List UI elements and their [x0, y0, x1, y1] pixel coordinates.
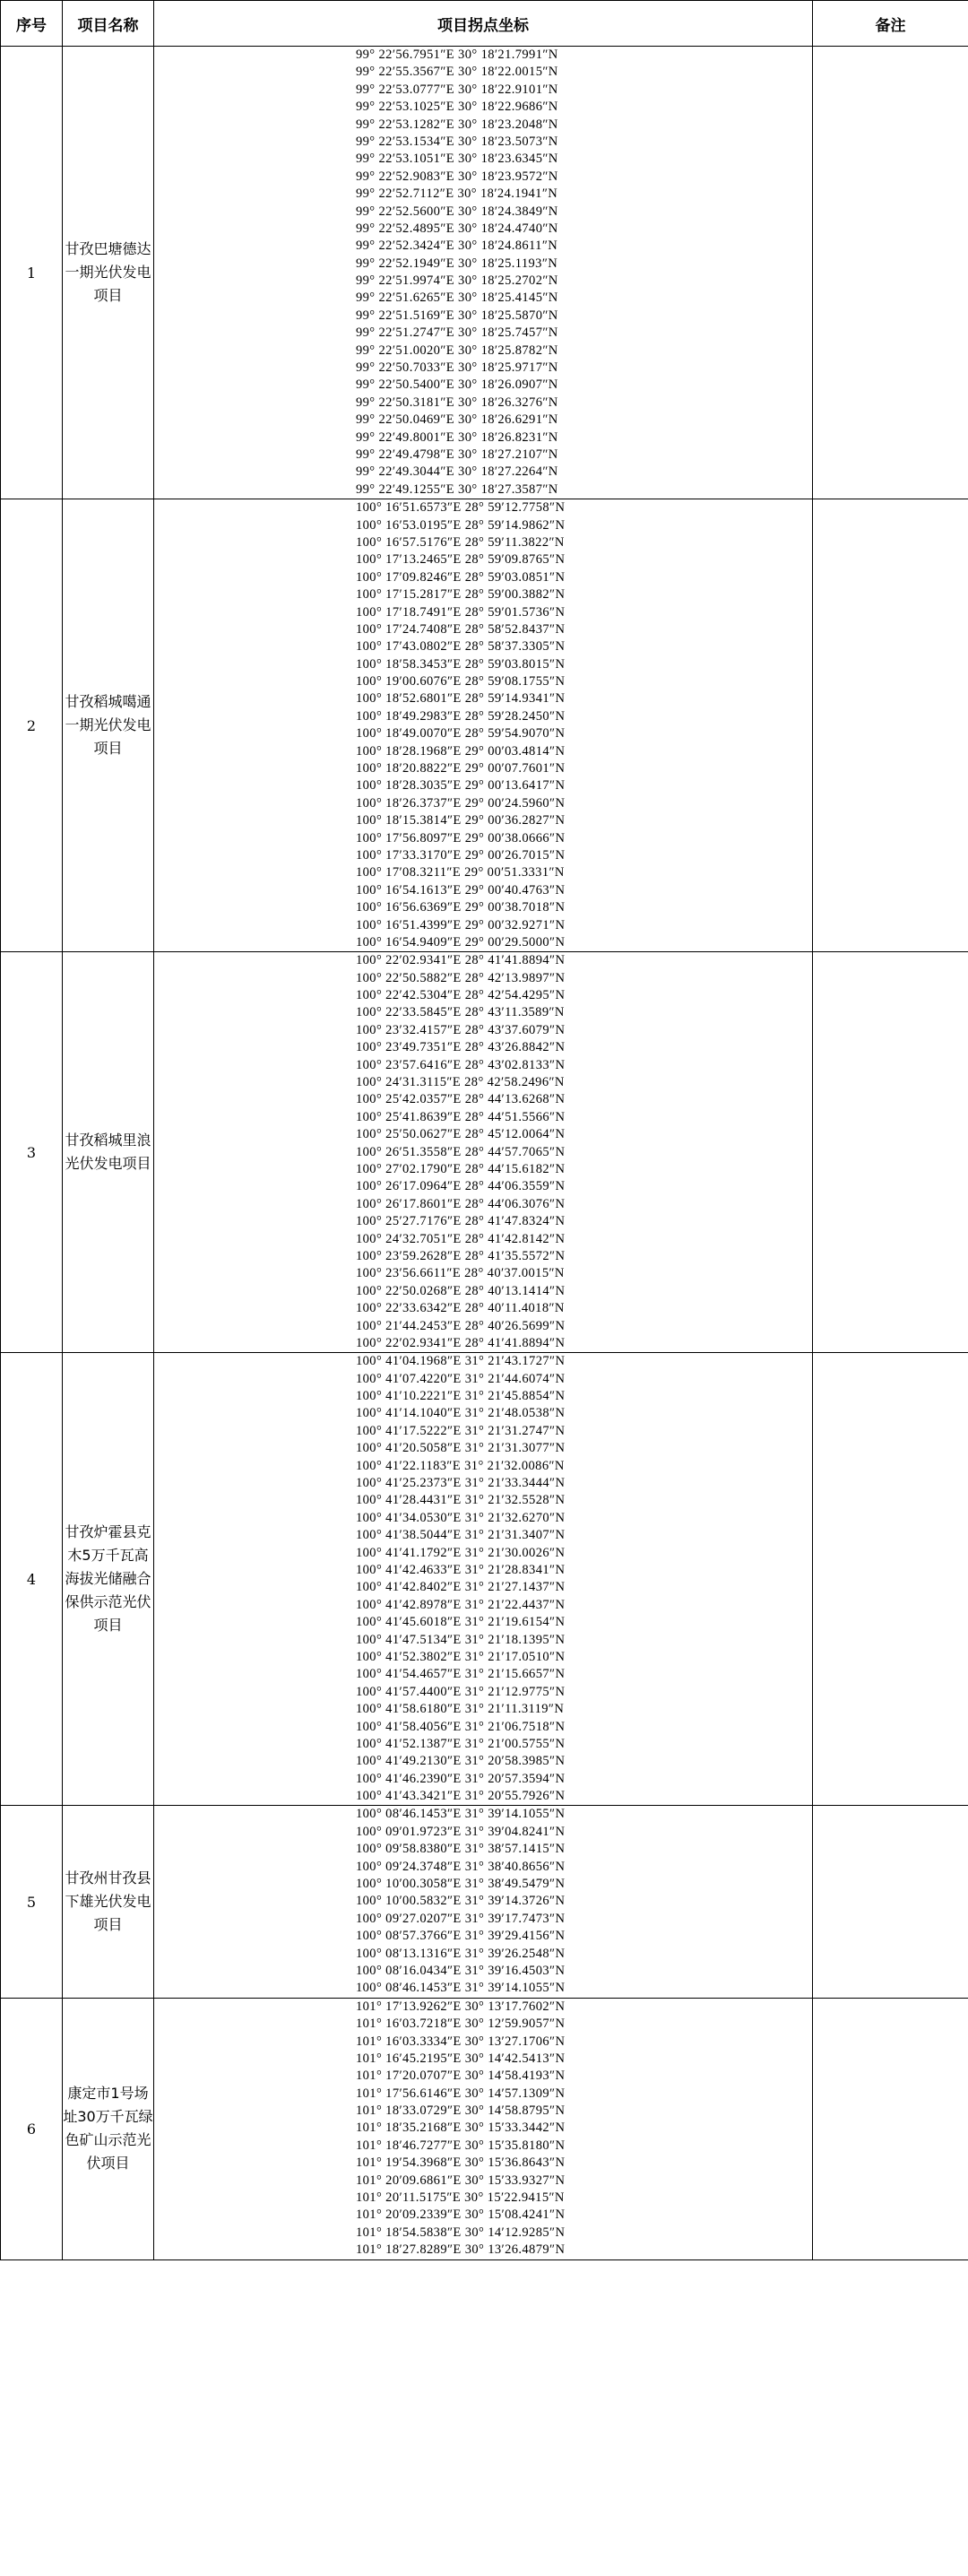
- coordinate-line: 100° 41′22.1183″E 31° 21′32.0086″N: [356, 1458, 565, 1473]
- coordinate-line: 100° 16′54.9409″E 29° 00′29.5000″N: [356, 934, 566, 950]
- coordinate-line: 100° 18′58.3453″E 28° 59′03.8015″N: [356, 656, 566, 672]
- coordinate-line: 100° 25′41.8639″E 28° 44′51.5566″N: [356, 1109, 566, 1124]
- coordinate-line: 101° 18′33.0729″E 30° 14′58.8795″N: [356, 2103, 566, 2119]
- coordinate-line: 100° 16′53.0195″E 28° 59′14.9862″N: [356, 517, 566, 533]
- coordinate-line: 100° 41′43.3421″E 31° 20′55.7926″N: [356, 1789, 566, 1804]
- coordinate-line: 100° 16′56.6369″E 29° 00′38.7018″N: [356, 900, 566, 915]
- coordinate-line: 100° 17′33.3170″E 29° 00′26.7015″N: [356, 847, 566, 863]
- coordinate-line: 99° 22′50.7033″E 30° 18′25.9717″N: [356, 360, 558, 376]
- table-row: [1, 952, 968, 1353]
- coordinate-line: 99° 22′53.1282″E 30° 18′23.2048″N: [356, 117, 558, 132]
- coordinate-line: 100° 24′32.7051″E 28° 41′42.8142″N: [356, 1231, 566, 1246]
- coordinate-line: 100° 41′28.4431″E 31° 21′32.5528″N: [356, 1493, 566, 1508]
- project-coords: [154, 499, 813, 952]
- project-coords: [154, 1353, 813, 1806]
- coordinate-line: 100° 41′34.0530″E 31° 21′32.6270″N: [356, 1510, 566, 1525]
- coordinate-line: 99° 22′52.5600″E 30° 18′24.3849″N: [356, 204, 558, 219]
- coordinate-line: 100° 10′00.3058″E 31° 38′49.5479″N: [356, 1877, 566, 1892]
- coordinate-line: 100° 41′14.1040″E 31° 21′48.0538″N: [356, 1406, 566, 1421]
- coordinate-line: 100° 22′42.5304″E 28° 42′54.4295″N: [356, 988, 566, 1003]
- table-row: [1, 47, 968, 499]
- coordinate-line: 99° 22′55.3567″E 30° 18′22.0015″N: [356, 65, 558, 80]
- coordinate-line: 99° 22′56.7951″E 30° 18′21.7991″N: [356, 48, 558, 62]
- project-coords: [154, 47, 813, 499]
- coordinate-line: 100° 08′46.1453″E 31° 39′14.1055″N: [356, 1981, 566, 1996]
- coordinate-line: 100° 23′56.6611″E 28° 40′37.0015″N: [356, 1266, 565, 1281]
- project-seq: 2: [1, 499, 63, 952]
- coordinate-line: 100° 23′59.2628″E 28° 41′35.5572″N: [356, 1248, 566, 1263]
- coordinate-line: 100° 17′43.0802″E 28° 58′37.3305″N: [356, 639, 566, 655]
- project-note: [813, 47, 968, 499]
- coordinate-line: 100° 10′00.5832″E 31° 39′14.3726″N: [356, 1894, 566, 1909]
- header-seq: 序号: [1, 1, 63, 47]
- coordinate-line: 100° 16′57.5176″E 28° 59′11.3822″N: [356, 534, 565, 550]
- project-name: 甘孜稻城里浪光伏发电项目: [63, 952, 154, 1353]
- coordinate-line: 100° 17′13.2465″E 28° 59′09.8765″N: [356, 552, 566, 568]
- coordinate-line: 100° 41′42.4633″E 31° 21′28.8341″N: [356, 1562, 566, 1577]
- coordinate-line: 101° 20′09.6861″E 30° 15′33.9327″N: [356, 2173, 566, 2188]
- coordinate-line: 101° 16′45.2195″E 30° 14′42.5413″N: [356, 2051, 566, 2066]
- coordinate-line: 100° 16′54.1613″E 29° 00′40.4763″N: [356, 882, 566, 898]
- coordinate-line: 100° 17′15.2817″E 28° 59′00.3882″N: [356, 587, 566, 603]
- coordinate-line: 100° 41′42.8978″E 31° 21′22.4437″N: [356, 1597, 566, 1612]
- coordinate-line: 100° 25′27.7176″E 28° 41′47.8324″N: [356, 1214, 566, 1229]
- coordinate-line: 101° 17′20.0707″E 30° 14′58.4193″N: [356, 2069, 566, 2084]
- coordinate-line: 100° 22′33.6342″E 28° 40′11.4018″N: [356, 1301, 565, 1316]
- coordinate-line: 100° 24′31.3115″E 28° 42′58.2496″N: [356, 1075, 565, 1090]
- coordinate-line: 99° 22′53.1534″E 30° 18′23.5073″N: [356, 134, 558, 149]
- header-row: [1, 1, 968, 47]
- project-note: [813, 1806, 968, 1998]
- coordinate-line: 100° 23′49.7351″E 28° 43′26.8842″N: [356, 1040, 566, 1055]
- coordinate-line: 100° 41′07.4220″E 31° 21′44.6074″N: [356, 1371, 566, 1386]
- coordinate-line: 100° 26′17.0964″E 28° 44′06.3559″N: [356, 1179, 566, 1194]
- coordinate-line: 100° 18′49.2983″E 28° 59′28.2450″N: [356, 708, 566, 724]
- coordinate-line: 99° 22′52.9083″E 30° 18′23.9572″N: [356, 169, 558, 184]
- coordinate-line: 100° 22′50.0268″E 28° 40′13.1414″N: [356, 1283, 566, 1298]
- coordinate-line: 100° 16′51.6573″E 28° 59′12.7758″N: [356, 500, 566, 516]
- coordinate-line: 100° 25′42.0357″E 28° 44′13.6268″N: [356, 1092, 566, 1107]
- coordinate-line: 100° 17′08.3211″E 29° 00′51.3331″N: [356, 865, 565, 880]
- coordinate-line: 100° 26′51.3558″E 28° 44′57.7065″N: [356, 1144, 566, 1159]
- coordinate-line: 100° 09′58.8380″E 31° 38′57.1415″N: [356, 1842, 566, 1857]
- coordinate-line: 100° 16′51.4399″E 29° 00′32.9271″N: [356, 917, 566, 932]
- coordinate-line: 100° 08′46.1453″E 31° 39′14.1055″N: [356, 1807, 566, 1822]
- coordinate-line: 100° 41′45.6018″E 31° 21′19.6154″N: [356, 1615, 566, 1630]
- header-coords: 项目拐点坐标: [154, 1, 813, 47]
- coordinate-line: 101° 17′56.6146″E 30° 14′57.1309″N: [356, 2086, 566, 2101]
- project-coords: [154, 1806, 813, 1998]
- coordinate-line: 100° 17′24.7408″E 28° 58′52.8437″N: [356, 621, 566, 637]
- coordinate-line: 100° 17′09.8246″E 28° 59′03.0851″N: [356, 569, 566, 585]
- coordinate-line: 101° 20′11.5175″E 30° 15′22.9415″N: [356, 2190, 565, 2206]
- coordinate-line: 100° 41′57.4400″E 31° 21′12.9775″N: [356, 1684, 566, 1699]
- coordinate-line: 99° 22′52.4895″E 30° 18′24.4740″N: [356, 221, 558, 236]
- coordinate-line: 101° 18′27.8289″E 30° 13′26.4879″N: [356, 2242, 566, 2258]
- coordinate-line: 99° 22′50.3181″E 30° 18′26.3276″N: [356, 395, 558, 410]
- coordinate-line: 100° 41′58.4056″E 31° 21′06.7518″N: [356, 1719, 566, 1734]
- coordinate-line: 100° 41′42.8402″E 31° 21′27.1437″N: [356, 1580, 566, 1595]
- coordinate-line: 100° 25′50.0627″E 28° 45′12.0064″N: [356, 1127, 566, 1142]
- coordinate-line: 101° 20′09.2339″E 30° 15′08.4241″N: [356, 2207, 566, 2223]
- coordinate-line: 100° 17′18.7491″E 28° 59′01.5736″N: [356, 604, 566, 620]
- coordinate-line: 100° 08′16.0434″E 31° 39′16.4503″N: [356, 1963, 566, 1978]
- coordinate-line: 100° 09′24.3748″E 31° 38′40.8656″N: [356, 1859, 566, 1874]
- coordinate-line: 99° 22′51.2747″E 30° 18′25.7457″N: [356, 325, 558, 341]
- coordinate-line: 100° 41′10.2221″E 31° 21′45.8854″N: [356, 1389, 566, 1404]
- project-name: 甘孜州甘孜县下雄光伏发电项目: [63, 1806, 154, 1998]
- project-seq: 5: [1, 1806, 63, 1998]
- project-coords: [154, 1998, 813, 2259]
- coordinate-line: 100° 18′28.3035″E 29° 00′13.6417″N: [356, 778, 566, 794]
- coordinate-line: 101° 16′03.3334″E 30° 13′27.1706″N: [356, 2034, 566, 2049]
- coordinate-line: 100° 08′13.1316″E 31° 39′26.2548″N: [356, 1946, 566, 1961]
- coordinate-line: 99° 22′51.5169″E 30° 18′25.5870″N: [356, 308, 558, 323]
- coordinate-line: 100° 22′02.9341″E 28° 41′41.8894″N: [356, 953, 566, 968]
- coordinate-line: 100° 18′28.1968″E 29° 00′03.4814″N: [356, 743, 566, 759]
- project-note: [813, 952, 968, 1353]
- coordinate-line: 100° 41′54.4657″E 31° 21′15.6657″N: [356, 1667, 566, 1682]
- coordinate-line: 100° 41′49.2130″E 31° 20′58.3985″N: [356, 1754, 566, 1769]
- coordinate-line: 100° 41′17.5222″E 31° 21′31.2747″N: [356, 1423, 566, 1438]
- project-name: 甘孜炉霍县克木5万千瓦高海拔光储融合保供示范光伏项目: [63, 1353, 154, 1806]
- project-note: [813, 499, 968, 952]
- project-seq: 1: [1, 47, 63, 499]
- coordinate-line: 101° 17′13.9262″E 30° 13′17.7602″N: [356, 1999, 566, 2014]
- coordinate-line: 100° 18′49.0070″E 28° 59′54.9070″N: [356, 726, 566, 742]
- coordinate-line: 100° 41′58.6180″E 31° 21′11.3119″N: [356, 1702, 565, 1717]
- project-coords: [154, 952, 813, 1353]
- coordinate-line: 100° 18′52.6801″E 28° 59′14.9341″N: [356, 691, 566, 707]
- project-note: [813, 1353, 968, 1806]
- coordinate-line: 100° 41′47.5134″E 31° 21′18.1395″N: [356, 1632, 566, 1647]
- coordinate-line: 100° 09′27.0207″E 31° 39′17.7473″N: [356, 1911, 566, 1926]
- header-note: 备注: [813, 1, 968, 47]
- coordinate-line: 101° 18′54.5838″E 30° 14′12.9285″N: [356, 2225, 566, 2240]
- coordinate-line: 100° 19′00.6076″E 28° 59′08.1755″N: [356, 674, 566, 690]
- coordinate-line: 100° 18′20.8822″E 29° 00′07.7601″N: [356, 761, 566, 776]
- coordinate-line: 99° 22′49.8001″E 30° 18′26.8231″N: [356, 429, 558, 445]
- project-seq: 6: [1, 1998, 63, 2259]
- coordinate-line: 100° 23′32.4157″E 28° 43′37.6079″N: [356, 1022, 566, 1037]
- project-name: 甘孜巴塘德达一期光伏发电项目: [63, 47, 154, 499]
- coordinate-line: 99° 22′52.3424″E 30° 18′24.8611″N: [356, 239, 558, 254]
- coordinate-line: 100° 41′25.2373″E 31° 21′33.3444″N: [356, 1476, 566, 1491]
- project-seq: 4: [1, 1353, 63, 1806]
- coordinate-line: 99° 22′51.0020″E 30° 18′25.8782″N: [356, 343, 558, 358]
- coordinate-line: 100° 18′15.3814″E 29° 00′36.2827″N: [356, 813, 566, 828]
- coordinate-line: 100° 22′50.5882″E 28° 42′13.9897″N: [356, 970, 566, 985]
- coordinate-line: 99° 22′49.3044″E 30° 18′27.2264″N: [356, 464, 558, 480]
- table-row: [1, 499, 968, 952]
- project-note: [813, 1998, 968, 2259]
- coordinate-line: 101° 16′03.7218″E 30° 12′59.9057″N: [356, 2017, 566, 2032]
- coordinate-line: 99° 22′53.1051″E 30° 18′23.6345″N: [356, 152, 558, 167]
- coordinate-line: 100° 27′02.1790″E 28° 44′15.6182″N: [356, 1162, 566, 1176]
- coordinate-line: 100° 41′38.5044″E 31° 21′31.3407″N: [356, 1528, 566, 1543]
- coordinate-line: 100° 41′52.3802″E 31° 21′17.0510″N: [356, 1649, 566, 1664]
- coordinate-line: 100° 22′33.5845″E 28° 43′11.3589″N: [356, 1005, 565, 1020]
- coordinate-line: 99° 22′53.1025″E 30° 18′22.9686″N: [356, 100, 558, 115]
- table-row: [1, 1806, 968, 1998]
- coordinate-line: 100° 08′57.3766″E 31° 39′29.4156″N: [356, 1929, 566, 1944]
- coordinate-line: 99° 22′49.1255″E 30° 18′27.3587″N: [356, 481, 558, 497]
- coordinate-line: 100° 17′56.8097″E 29° 00′38.0666″N: [356, 830, 566, 846]
- coordinate-line: 100° 41′52.1387″E 31° 21′00.5755″N: [356, 1736, 566, 1751]
- coordinate-line: 100° 22′02.9341″E 28° 41′41.8894″N: [356, 1335, 566, 1350]
- coordinate-line: 100° 41′04.1968″E 31° 21′43.1727″N: [356, 1354, 566, 1369]
- coordinate-line: 100° 41′41.1792″E 31° 21′30.0026″N: [356, 1545, 566, 1560]
- coordinate-line: 100° 26′17.8601″E 28° 44′06.3076″N: [356, 1196, 566, 1211]
- coordinate-line: 101° 19′54.3968″E 30° 15′36.8643″N: [356, 2155, 566, 2171]
- coordinate-line: 99° 22′50.0469″E 30° 18′26.6291″N: [356, 412, 558, 428]
- coordinate-line: 100° 41′46.2390″E 31° 20′57.3594″N: [356, 1771, 566, 1786]
- coordinate-line: 100° 18′26.3737″E 29° 00′24.5960″N: [356, 795, 566, 811]
- coordinate-line: 101° 18′46.7277″E 30° 15′35.8180″N: [356, 2138, 566, 2153]
- coordinate-line: 100° 23′57.6416″E 28° 43′02.8133″N: [356, 1057, 566, 1072]
- coordinate-line: 100° 21′44.2453″E 28° 40′26.5699″N: [356, 1318, 566, 1333]
- coordinate-line: 99° 22′51.6265″E 30° 18′25.4145″N: [356, 291, 558, 306]
- coordinate-line: 100° 09′01.9723″E 31° 39′04.8241″N: [356, 1824, 566, 1839]
- coordinate-line: 99° 22′51.9974″E 30° 18′25.2702″N: [356, 273, 558, 289]
- coordinate-line: 99° 22′52.1949″E 30° 18′25.1193″N: [356, 256, 558, 271]
- table-row: [1, 1353, 968, 1806]
- coordinate-line: 99° 22′50.5400″E 30° 18′26.0907″N: [356, 377, 558, 393]
- project-name: 甘孜稻城噶通一期光伏发电项目: [63, 499, 154, 952]
- coordinate-line: 99° 22′52.7112″E 30° 18′24.1941″N: [356, 186, 558, 202]
- project-name: 康定市1号场址30万千瓦绿色矿山示范光伏项目: [63, 1998, 154, 2259]
- coordinate-line: 99° 22′49.4798″E 30° 18′27.2107″N: [356, 447, 558, 462]
- project-seq: 3: [1, 952, 63, 1353]
- coordinate-line: 99° 22′53.0777″E 30° 18′22.9101″N: [356, 82, 558, 97]
- table-row: [1, 1998, 968, 2259]
- coordinate-line: 101° 18′35.2168″E 30° 15′33.3442″N: [356, 2121, 566, 2136]
- header-name: 项目名称: [63, 1, 154, 47]
- coordinate-line: 100° 41′20.5058″E 31° 21′31.3077″N: [356, 1441, 566, 1456]
